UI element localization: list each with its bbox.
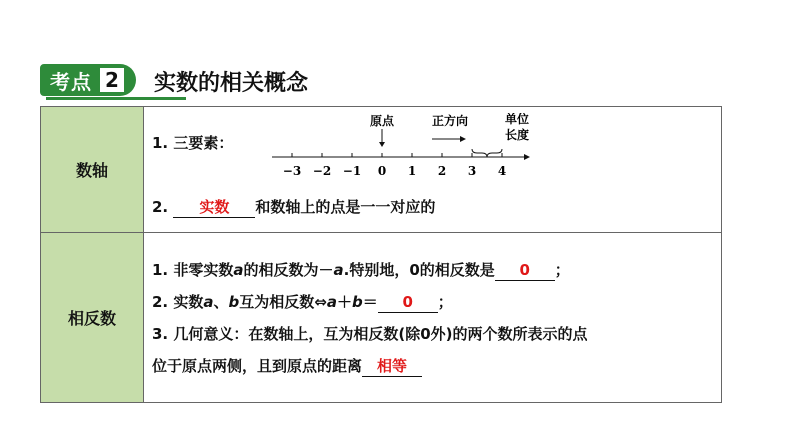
answer-real-numbers: 实数 (199, 198, 230, 216)
row-content-number-line (144, 107, 722, 233)
answer-blank (495, 260, 555, 281)
text-segment: ； (554, 260, 570, 279)
axis-ticks (292, 153, 502, 157)
text-segment: .特别地，0的相反数是 (343, 260, 495, 279)
tick-label: −1 (342, 164, 362, 178)
text-segment: 的相反数为－ (243, 260, 334, 279)
var-a: a (203, 292, 214, 311)
var-a: a (233, 260, 244, 279)
item-one-to-one (152, 191, 435, 223)
badge-text: 考点 (50, 69, 92, 94)
unit-brace (472, 149, 502, 157)
tick-label: −2 (312, 164, 332, 178)
text-segment: ＝ (362, 292, 378, 311)
row-content-opposite (144, 233, 722, 403)
opposite-item-3-line-1: 3. 几何意义：在数轴上，互为相反数(除0外)的两个数所表示的点 (152, 324, 588, 343)
text-segment: ＋ (336, 292, 352, 311)
answer-blank (173, 197, 255, 218)
text-segment: ； (437, 292, 453, 311)
header-underline (46, 97, 186, 100)
answer-zero: 0 (519, 260, 530, 279)
item2-suffix: 和数轴上的点是一一对应的 (255, 198, 436, 216)
answer-blank (362, 356, 422, 377)
var-b: b (228, 292, 240, 311)
unit-label-2: 长度 (504, 128, 530, 142)
answer-zero: 0 (402, 292, 413, 311)
origin-label: 原点 (369, 114, 395, 128)
topic-badge (40, 64, 136, 96)
var-a: a (333, 260, 344, 279)
table-row-number-line (41, 107, 722, 233)
text-segment: 2. 实数 (152, 292, 204, 311)
unit-label-1: 单位 (504, 113, 530, 126)
text-segment: 、 (213, 292, 229, 311)
section-title: 实数的相关概念 (154, 71, 309, 96)
row-label-opposite: 相反数 (41, 233, 144, 403)
table-row-opposite (41, 233, 722, 403)
concept-table (40, 106, 722, 403)
direction-label: 正方向 (431, 114, 469, 128)
var-b: b (351, 292, 363, 311)
opposite-item-3-line-2 (152, 350, 721, 382)
tick-label: 1 (407, 164, 417, 178)
direction-arrow-head (460, 136, 466, 142)
section-header (40, 60, 740, 100)
item-three-elements: 1. 三要素： (152, 134, 234, 152)
tick-labels (283, 164, 506, 178)
opposite-item-2 (152, 286, 721, 318)
text-segment: 互为相反数⇔ (239, 292, 327, 311)
number-line-diagram (272, 113, 552, 183)
answer-blank (378, 292, 438, 313)
var-a: a (326, 292, 337, 311)
opposite-item-1 (152, 254, 721, 286)
origin-arrow-head (379, 142, 385, 147)
tick-label: 3 (467, 164, 477, 178)
axis-arrow-head (524, 154, 530, 160)
tick-label: −3 (282, 164, 302, 178)
item2-prefix: 2. (152, 198, 169, 216)
badge-number: 2 (98, 66, 126, 94)
tick-label: 0 (377, 164, 387, 178)
row-label-number-line: 数轴 (41, 107, 144, 233)
answer-equal: 相等 (377, 356, 408, 375)
text-segment: 1. 非零实数 (152, 260, 234, 279)
tick-label: 2 (437, 164, 447, 178)
tick-label: 4 (497, 164, 507, 178)
text-segment: 位于原点两侧，且到原点的距离 (152, 356, 363, 375)
